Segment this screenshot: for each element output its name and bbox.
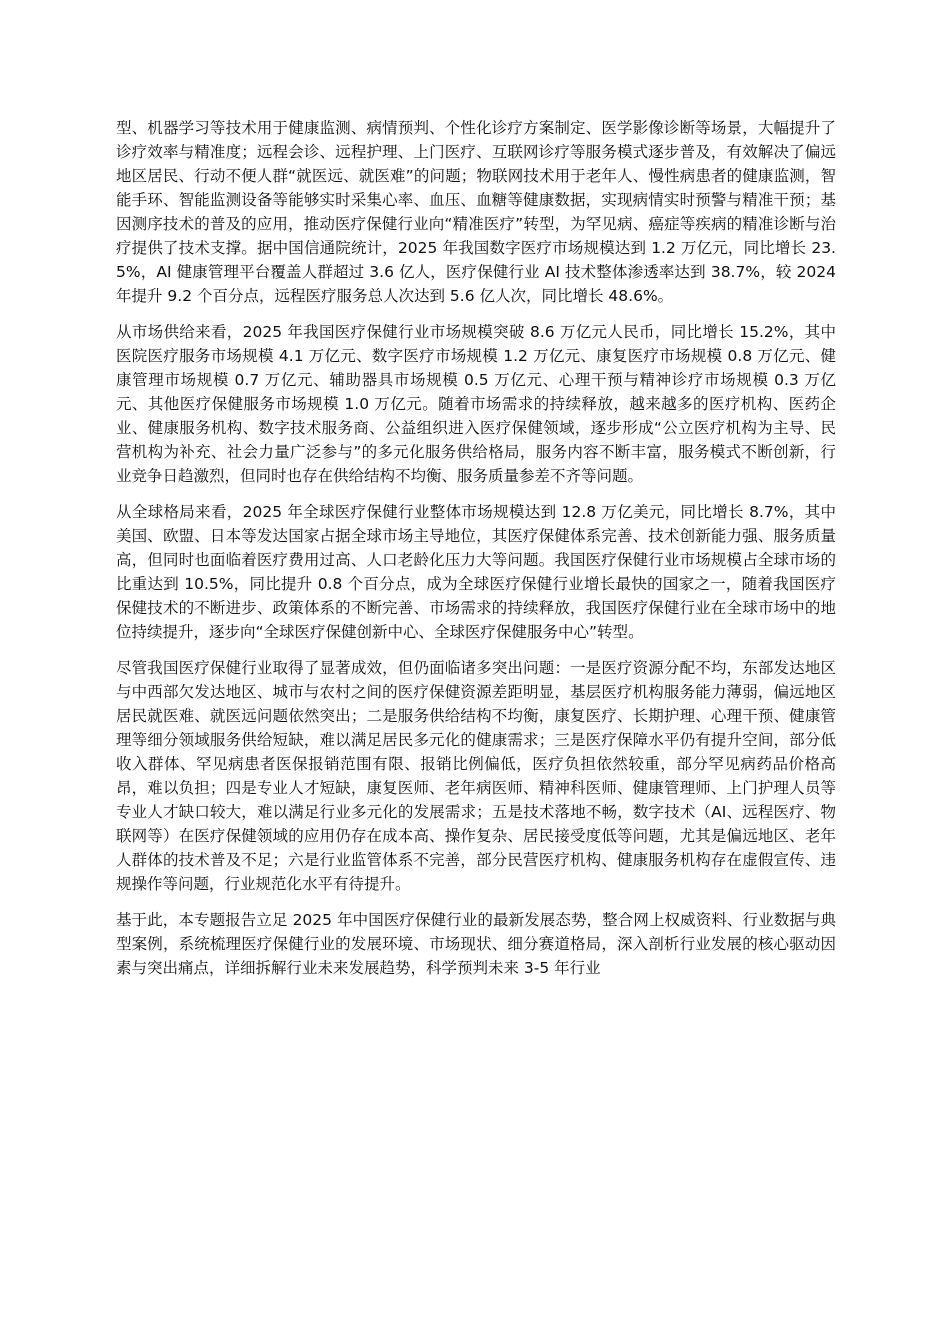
paragraph-market-supply: 从市场供给来看，2025 年我国医疗保健行业市场规模突破 8.6 万亿元人民币，同比增长 15.2%，其中医院医疗服务市场规模 4.1 万亿元、数字医疗市场规模 1.2 万亿元、康复医疗市场规模 0.8 万亿元、健康管理市场规模 0.7 万亿元、辅助器具市场规模 0.5 万亿元、心理干预与精神诊疗市场规模 0.3 万亿元、其他医疗保健服务市场规模 1.0 万亿元。随着市场需求的持续释放，越来越多的医疗机构、医药企业、健康服务机构、数字技术服务商、公益组织进入医疗保健领域，逐步形成“公立医疗机构为主导、民营机构为补充、社会力量广泛参与”的多元化服务供给格局，服务内容不断丰富，服务模式不断创新，行业竞争日趋激烈，但同时也存在供给结构不均衡、服务质量参差不齐等问题。 bbox=[116, 323, 836, 485]
paragraph-report-basis: 基于此，本专题报告立足 2025 年中国医疗保健行业的最新发展态势，整合网上权威资料、行业数据与典型案例，系统梳理医疗保健行业的发展环境、市场现状、细分赛道格局，深入剖析行业发展的核心驱动因素与突出痛点，详细拆解行业未来发展趋势，科学预判未来 3-5 年行业 bbox=[116, 911, 836, 977]
paragraph-problems: 尽管我国医疗保健行业取得了显著成效，但仍面临诸多突出问题：一是医疗资源分配不均，东部发达地区与中西部欠发达地区、城市与农村之间的医疗保健资源差距明显，基层医疗机构服务能力薄弱，偏远地区居民就医难、就医远问题依然突出；二是服务供给结构不均衡，康复医疗、长期护理、心理干预、健康管理等细分领域服务供给短缺，难以满足居民多元化的健康需求；三是医疗保障水平仍有提升空间，部分低收入群体、罕见病患者医保报销范围有限、报销比例偏低，医疗负担依然较重，部分罕见病药品价格高昂，难以负担；四是专业人才短缺，康复医师、老年病医师、精神科医师、健康管理师、上门护理人员等专业人才缺口较大，难以满足行业多元化的发展需求；五是技术落地不畅，数字技术（AI、远程医疗、物联网等）在医疗保健领域的应用仍存在成本高、操作复杂、居民接受度低等问题，尤其是偏远地区、老年人群体的技术普及不足；六是行业监管体系不完善，部分民营医疗机构、健康服务机构存在虚假宣传、违规操作等问题，行业规范化水平有待提升。 bbox=[116, 659, 836, 893]
document-page bbox=[116, 116, 836, 992]
paragraph-global-landscape: 从全球格局来看，2025 年全球医疗保健行业整体市场规模达到 12.8 万亿美元，同比增长 8.7%，其中美国、欧盟、日本等发达国家占据全球市场主导地位，其医疗保健体系完善、技术创新能力强、服务质量高，但同时也面临着医疗费用过高、人口老龄化压力大等问题。我国医疗保健行业市场规模占全球市场的比重达到 10.5%，同比提升 0.8 个百分点，成为全球医疗保健行业增长最快的国家之一，随着我国医疗保健技术的不断进步、政策体系的不断完善、市场需求的持续释放，我国医疗保健行业在全球市场中的地位持续提升，逐步向“全球医疗保健创新中心、全球医疗保健服务中心”转型。 bbox=[116, 503, 836, 641]
paragraph-technology: 型、机器学习等技术用于健康监测、病情预判、个性化诊疗方案制定、医学影像诊断等场景，大幅提升了诊疗效率与精准度；远程会诊、远程护理、上门医疗、互联网诊疗等服务模式逐步普及，有效解决了偏远地区居民、行动不便人群“就医远、就医难”的问题；物联网技术用于老年人、慢性病患者的健康监测，智能手环、智能监测设备等能够实时采集心率、血压、血糖等健康数据，实现病情实时预警与精准干预；基因测序技术的普及的应用，推动医疗保健行业向“精准医疗”转型，为罕见病、癌症等疾病的精准诊断与治疗提供了技术支撑。据中国信通院统计，2025 年我国数字医疗市场规模达到 1.2 万亿元，同比增长 23.5%，AI 健康管理平台覆盖人群超过 3.6 亿人，医疗保健行业 AI 技术整体渗透率达到 38.7%，较 2024 年提升 9.2 个百分点，远程医疗服务总人次达到 5.6 亿人次，同比增长 48.6%。 bbox=[116, 119, 836, 305]
